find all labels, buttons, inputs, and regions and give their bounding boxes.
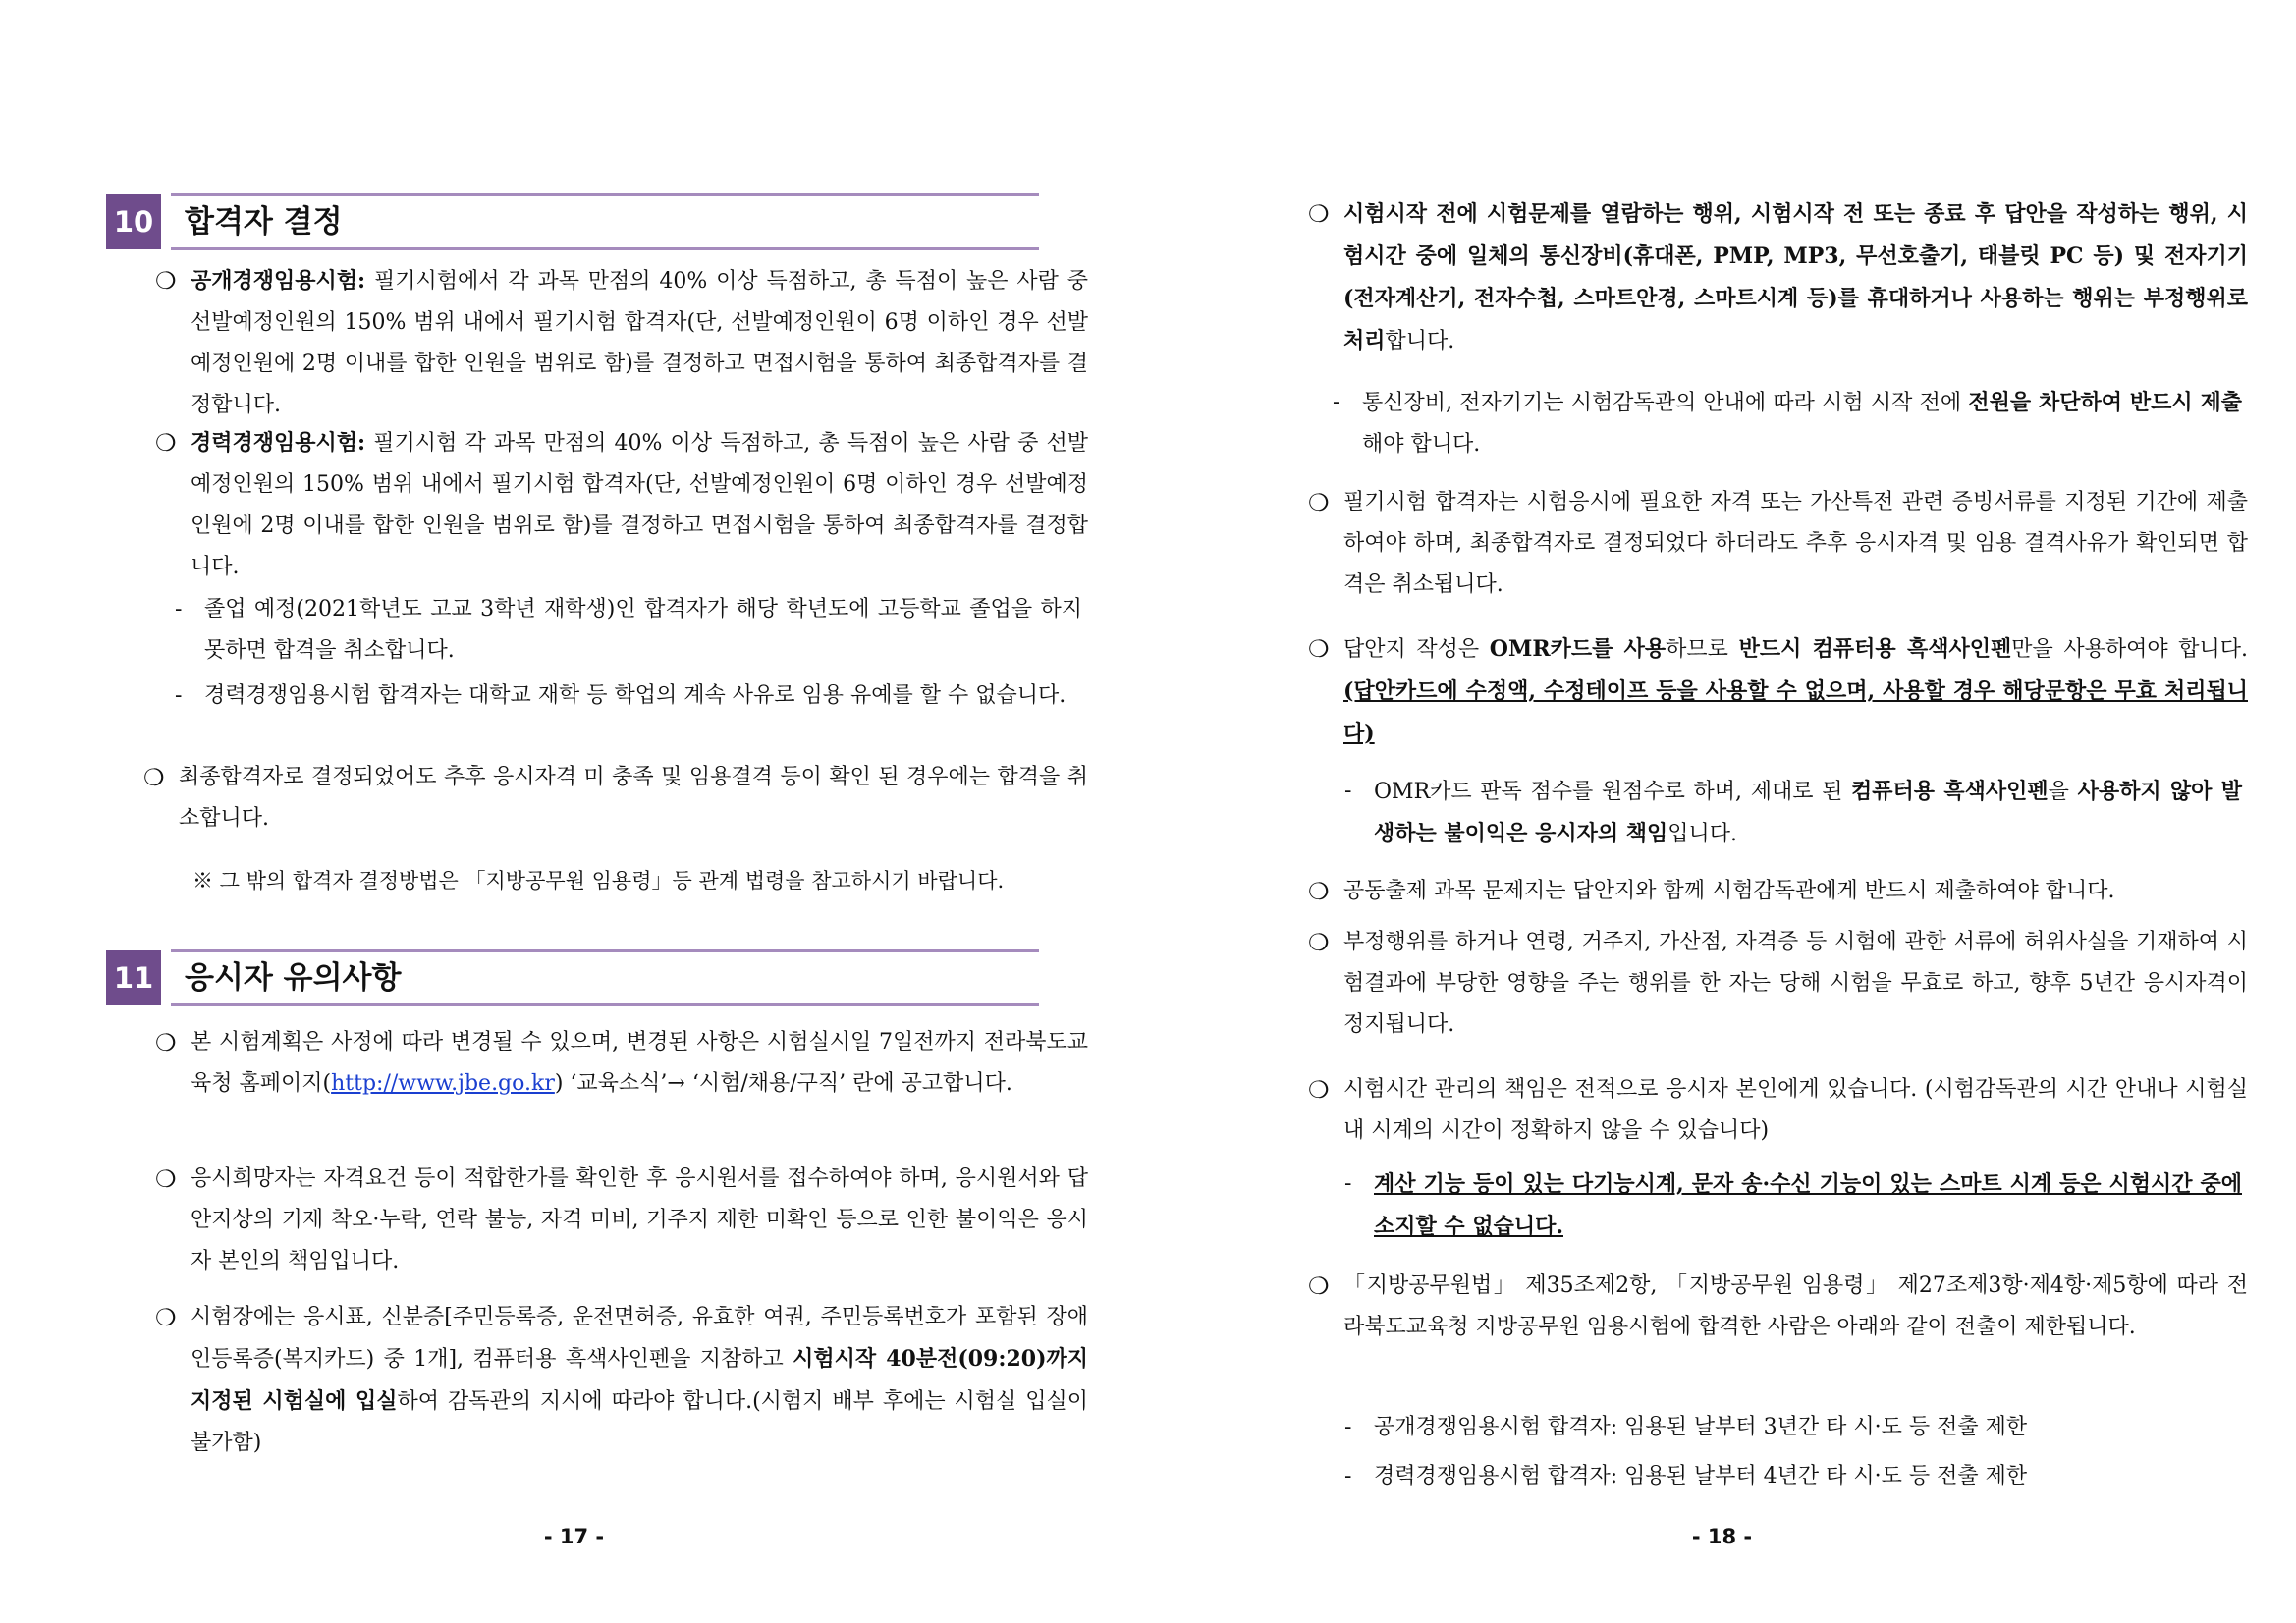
bullet-icon: ❍ (1308, 489, 1330, 516)
bullet-final-cancel: ❍ 최종합격자로 결정되었어도 추후 응시자격 미 충족 및 임용결격 등이 확인 된 경우에는 합격을 취소합니다. (143, 757, 1088, 839)
dash-mark: - (1344, 1464, 1352, 1488)
bullet-misconduct-devices: ❍ 시험시작 전에 시험문제를 열람하는 행위, 시험시작 전 또는 종료 후 답안을 작성하는 행위, 시험시간 중에 일체의 통신장비(휴대폰, PMP, MP3, 무선호출기, 태블릿 PC 등) 및 전자기기(전자계산기, 전자수첩, 스마트안경, 스마트시계 등)를 휴대하거나 사용하는 행위는 부정행위로 처리합니다. (1308, 193, 2248, 362)
bullet-icon: ❍ (155, 1304, 177, 1331)
bullet-career-competition: ❍ 경력경쟁임용시험: 필기시험 각 과목 만점의 40% 이상 득점하고, 총 득점이 높은 사람 중 선발예정인원의 150% 범위 내에서 필기시험 합격자(단, 선발예정인원이 6명 이하인 경우 선발예정인원에 2명 이내를 합한 인원을 범위로 함)를 결정하고 면접시험을 통하여 최종합격자를 결정합니다. (155, 422, 1088, 588)
bullet-icon: ❍ (1308, 1272, 1330, 1300)
bullet-exam-entry: ❍ 시험장에는 응시표, 신분증[주민등록증, 운전면허증, 유효한 여권, 주민등록번호가 포함된 장애인등록증(복지카드) 중 1개], 컴퓨터용 흑색사인펜을 지참하고 시험시작 40분전(09:20)까지 지정된 시험실에 입실하여 감독관의 지시에 따라야 합니다.(시험지 배부 후에는 시험실 입실이 불가함) (155, 1297, 1088, 1464)
dash-mark: - (1344, 1415, 1352, 1439)
bullet-omr-card: ❍ 답안지 작성은 OMR카드를 사용하므로 반드시 컴퓨터용 흑색사인펜만을 사용하여야 합니다. (답안카드에 수정액, 수정테이프 등을 사용할 수 없으며, 사용할 경우 해당문항은 무효 처리됩니다) (1308, 628, 2248, 755)
bullet-icon: ❍ (1308, 635, 1330, 663)
section-title: 합격자 결정 (185, 204, 343, 240)
reference-note: ※ 그 밖의 합격자 결정방법은 「지방공무원 임용령」등 관계 법령을 참고하시기 바랍니다. (192, 869, 1005, 893)
dash-mark: - (1344, 779, 1352, 803)
section-number: 11 (106, 950, 161, 1005)
dash-transfer-career: - 경력경쟁임용시험 합격자: 임용된 날부터 4년간 타 시·도 등 전출 제한 (1344, 1456, 2242, 1497)
dash-mark: - (175, 683, 183, 708)
dash-transfer-open: - 공개경쟁임용시험 합격자: 임용된 날부터 3년간 타 시·도 등 전출 제한 (1344, 1407, 2242, 1448)
section-10-header (106, 194, 1039, 249)
dash-graduation: - 졸업 예정(2021학년도 고교 3학년 재학생)인 합격자가 해당 학년도에 고등학교 졸업을 하지 못하면 합격을 취소합니다. (175, 589, 1082, 672)
bullet-icon: ❍ (155, 267, 177, 295)
dash-device-submit: - 통신장비, 전자기기는 시험감독관의 안내에 따라 시험 시작 전에 전원을 차단하여 반드시 제출해야 합니다. (1333, 382, 2242, 465)
dash-mark: - (175, 597, 183, 622)
bullet-icon: ❍ (1308, 200, 1330, 228)
bullet-open-competition: ❍ 공개경쟁임용시험: 필기시험에서 각 과목 만점의 40% 이상 득점하고, 총 득점이 높은 사람 중 선발예정인원의 150% 범위 내에서 필기시험 합격자(단, 선발예정인원이 6명 이하인 경우 선발예정인원에 2명 이내를 합한 인원을 범위로 함)를 결정하고 면접시험을 통하여 최종합격자를 결정합니다. (155, 260, 1088, 426)
bullet-icon: ❍ (1308, 929, 1330, 956)
bullet-transfer-restriction: ❍ 「지방공무원법」 제35조제2항, 「지방공무원 임용령」 제27조제3항·제4항·제5항에 따라 전라북도교육청 지방공무원 임용시험에 합격한 사람은 아래와 같이 전출이 제한됩니다. (1308, 1266, 2248, 1348)
bullet-icon: ❍ (1308, 878, 1330, 905)
jbe-homepage-link[interactable]: http://www.jbe.go.kr (331, 1071, 555, 1096)
dash-mark: - (1333, 390, 1340, 414)
bullet-icon: ❍ (155, 429, 177, 457)
section-title: 응시자 유의사항 (185, 960, 402, 996)
bullet-icon: ❍ (155, 1165, 177, 1193)
section-11-header (106, 950, 1039, 1005)
page-18 (1148, 0, 2296, 1623)
dash-omr-scoring: - OMR카드 판독 점수를 원점수로 하며, 제대로 된 컴퓨터용 흑색사인펜을 사용하지 않아 발생하는 불이익은 응시자의 책임입니다. (1344, 771, 2242, 855)
bullet-fraud-penalty: ❍ 부정행위를 하거나 연령, 거주지, 가산점, 자격증 등 시험에 관한 서류에 허위사실을 기재하여 시험결과에 부당한 영향을 주는 행위를 한 자는 당해 시험을 무효로 하고, 향후 5년간 응시자격이 정지됩니다. (1308, 922, 2248, 1046)
bullet-icon: ❍ (1308, 1076, 1330, 1104)
bullet-time-management: ❍ 시험시간 관리의 책임은 전적으로 응시자 본인에게 있습니다. (시험감독관의 시간 안내나 시험실 내 시계의 시간이 정확하지 않을 수 있습니다) (1308, 1069, 2248, 1152)
dash-mark: - (1344, 1171, 1352, 1196)
header-rule-bottom (171, 1003, 1039, 1006)
bullet-icon: ❍ (155, 1029, 177, 1056)
bullet-icon: ❍ (143, 764, 165, 791)
bullet-plan-change: ❍ 본 시험계획은 사정에 따라 변경될 수 있으며, 변경된 사항은 시험실시일 7일전까지 전라북도교육청 홈페이지(http://www.jbe.go.kr) ‘교육소식’→ ‘시험/채용/구직’ 란에 공고합니다. (155, 1022, 1088, 1105)
page-number: - 18 - (1691, 1525, 1753, 1548)
bullet-applicant-responsibility: ❍ 응시희망자는 자격요건 등이 적합한가를 확인한 후 응시원서를 접수하여야 하며, 응시원서와 답안지상의 기재 착오·누락, 연락 불능, 자격 미비, 거주지 제한 미확인 등으로 인한 불이익은 응시자 본인의 책임입니다. (155, 1159, 1088, 1282)
bullet-joint-questions: ❍ 공동출제 과목 문제지는 답안지와 함께 시험감독관에게 반드시 제출하여야 합니다. (1308, 871, 2248, 912)
page-number: - 17 - (543, 1525, 605, 1548)
header-rule-bottom (171, 247, 1039, 250)
section-number: 10 (106, 194, 161, 249)
bullet-certificates: ❍ 필기시험 합격자는 시험응시에 필요한 자격 또는 가산특전 관련 증빙서류를 지정된 기간에 제출하여야 하며, 최종합격자로 결정되었다 하더라도 추후 응시자격 및 임용 결격사유가 확인되면 합격은 취소됩니다. (1308, 482, 2248, 606)
dash-career-deferral: - 경력경쟁임용시험 합격자는 대학교 재학 등 학업의 계속 사유로 임용 유예를 할 수 없습니다. (175, 676, 1082, 717)
dash-smart-watch: - 계산 기능 등이 있는 다기능시계, 문자 송·수신 기능이 있는 스마트 시계 등은 시험시간 중에 소지할 수 없습니다. (1344, 1163, 2242, 1248)
